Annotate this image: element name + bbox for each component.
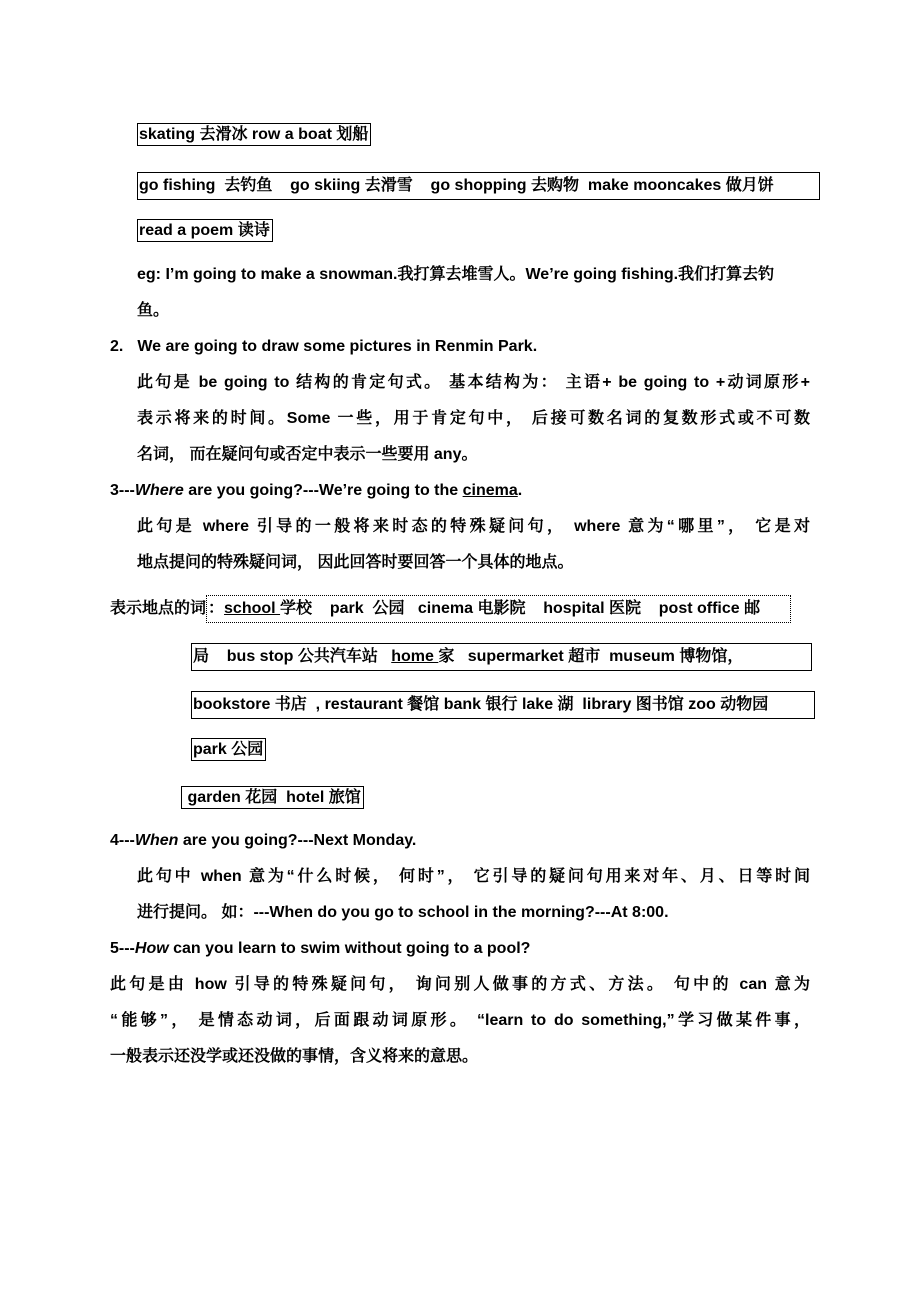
item-5-explanation-3: 一般表示还没学或还没做的事情，含义将来的意思。 (110, 1048, 479, 1065)
places-row-1-rest: 学校 park 公园 cinema 电影院 hospital 医院 post office 邮 (280, 600, 761, 617)
places-row-2-a: 局 bus stop 公共汽车站 (193, 648, 392, 665)
place-home: home (391, 648, 439, 665)
vocab-box-activities-2 (137, 172, 821, 200)
item-5-prefix: 5--- (110, 940, 135, 957)
item-3-explanation-1: 此句是 where 引导的一般将来时态的特殊疑问句， where 意为“哪里”， 它是对 (137, 518, 810, 535)
item-4-question-word: When (134, 832, 179, 849)
places-label: 表示地点的词 (110, 600, 207, 617)
item-2-sentence: We are going to draw some pictures in Renmin Park. (137, 338, 538, 355)
example-line-1: eg: I’m going to make a snowman.我打算去堆雪人。We’re going fishing.我们打算去钓 (137, 266, 775, 283)
item-5-heading (110, 938, 530, 960)
item-5-explanation-1: 此句是由 how 引导的特殊疑问句， 询问别人做事的方式、方法。 句中的 can 意为 (110, 976, 810, 993)
item-4-question: are you going?---Next Monday. (178, 832, 417, 849)
places-row-3 (191, 691, 815, 719)
item-2-explanation-1: 此句是 be going to 结构的肯定句式。 基本结构为： 主语+ be going to +动词原形+ (137, 374, 810, 391)
places-box-4: park 公园 (191, 738, 266, 761)
item-5-question-word: How (134, 940, 169, 957)
places-row-5 (181, 787, 364, 809)
item-4-explanation-1: 此句中 when 意为“什么时候， 何时”， 它引导的疑问句用来对年、月、日等时间 (137, 868, 810, 885)
item-3-question: are you going?---We’re going to the (183, 482, 463, 499)
places-row-2 (191, 643, 812, 671)
item-3-place: cinema (462, 482, 518, 499)
vocab-box-text: go fishing 去钓鱼 go skiing 去滑雪 go shopping 去购物 make mooncakes 做月饼 (137, 172, 820, 200)
item-2-heading (110, 336, 537, 358)
places-colon: ： (208, 600, 225, 617)
item-2-explanation-2: 表示将来的时间。Some 一些，用于肯定句中， 后接可数名词的复数形式或不可数 (137, 410, 810, 427)
vocab-box-text: skating 去滑冰 row a boat 划船 (137, 123, 371, 146)
places-row-4 (191, 739, 266, 761)
places-box-3: bookstore 书店 , restaurant 餐馆 bank 银行 lake 湖 library 图书馆 zoo 动物园 (191, 691, 815, 719)
place-school: school (224, 600, 281, 617)
places-box-1 (206, 595, 791, 623)
places-row-2-b: 家 supermarket 超市 museum 博物馆， (438, 648, 744, 665)
vocab-box-activities-1 (137, 124, 371, 146)
item-4-prefix: 4--- (110, 832, 135, 849)
vocab-box-activities-3 (137, 220, 273, 242)
example-line-2: 鱼。 (137, 302, 170, 319)
vocab-box-text: read a poem 读诗 (137, 219, 273, 242)
item-3-question-word: Where (134, 482, 184, 499)
item-5-question: can you learn to swim without going to a pool? (168, 940, 531, 957)
places-box-2 (191, 643, 812, 671)
item-3-prefix: 3--- (110, 482, 135, 499)
item-2-number: 2. (110, 338, 124, 355)
places-row-1 (110, 595, 791, 623)
item-2-explanation-3: 名词， 而在疑问句或否定中表示一些要用 any。 (137, 446, 478, 463)
item-4-explanation-2: 进行提问。 如：---When do you go to school in the morning?---At 8:00. (137, 904, 669, 921)
item-3-end: . (517, 482, 523, 499)
item-4-heading (110, 830, 416, 852)
item-3-explanation-2: 地点提问的特殊疑问词， 因此回答时要回答一个具体的地点。 (137, 554, 574, 571)
item-5-explanation-2: “能够”， 是情态动词，后面跟动词原形。 “learn to do something,”学习做某件事， (110, 1012, 810, 1029)
item-3-heading (110, 480, 522, 502)
places-box-5: garden 花园 hotel 旅馆 (181, 786, 364, 809)
